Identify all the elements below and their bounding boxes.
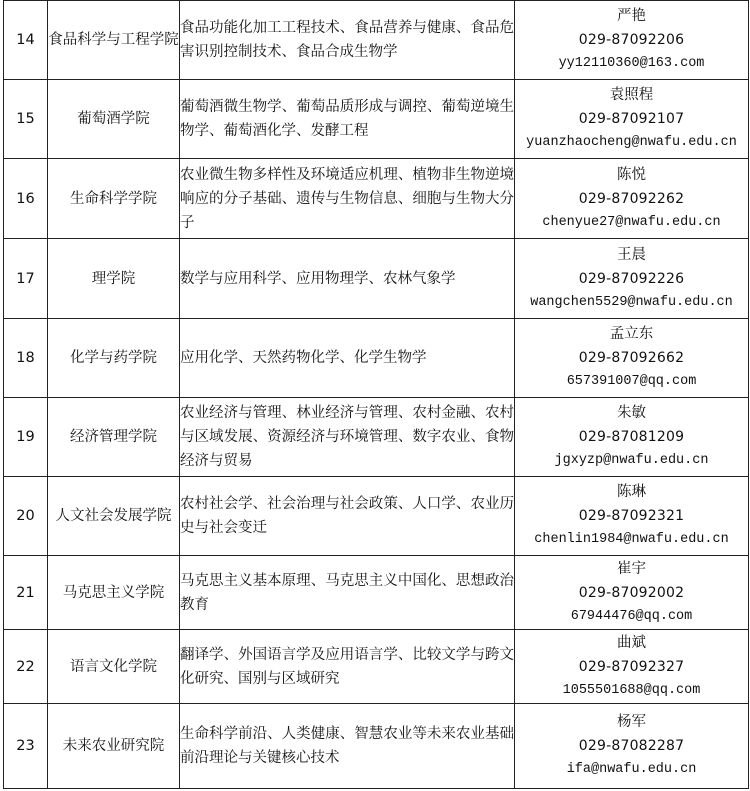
row-number: 14	[4, 1, 48, 80]
college-name: 人文社会发展学院	[48, 477, 180, 556]
college-name: 经济管理学院	[48, 398, 180, 477]
contact-email[interactable]: chenlin1984@nwafu.edu.cn	[534, 532, 729, 547]
contact-person: 崔宇	[617, 560, 646, 577]
research-fields: 翻译学、外国语言学及应用语言学、比较文学与跨文化研究、国别与区域研究	[180, 630, 515, 704]
research-fields: 数学与应用科学、应用物理学、农林气象学	[180, 239, 515, 319]
contact-cell	[515, 630, 749, 704]
row-number: 21	[4, 556, 48, 630]
row-number: 16	[4, 159, 48, 239]
college-name: 葡萄酒学院	[48, 80, 180, 159]
college-name: 化学与药学院	[48, 319, 180, 398]
contact-cell	[515, 1, 749, 80]
contact-email[interactable]: yy12110360@163.com	[558, 56, 705, 71]
research-fields: 农村社会学、社会治理与社会政策、人口学、农业历史与社会变迁	[180, 477, 515, 556]
research-fields: 生命科学前沿、人类健康、智慧农业等未来农业基础前沿理论与关键核心技术	[180, 704, 515, 789]
research-fields: 葡萄酒微生物学、葡萄品质形成与调控、葡萄逆境生物学、葡萄酒化学、发酵工程	[180, 80, 515, 159]
row-number: 17	[4, 239, 48, 319]
row-number: 19	[4, 398, 48, 477]
research-fields: 马克思主义基本原理、马克思主义中国化、思想政治教育	[180, 556, 515, 630]
contact-phone: 029-87082287	[578, 738, 685, 754]
table-row	[4, 239, 749, 319]
college-contact-table	[3, 0, 749, 789]
contact-email[interactable]: wangchen5529@nwafu.edu.cn	[530, 294, 733, 310]
table-row	[4, 477, 749, 556]
table-row	[4, 159, 749, 239]
college-name: 生命科学学院	[48, 159, 180, 239]
contact-cell	[515, 80, 749, 159]
contact-cell	[515, 704, 749, 789]
contact-phone: 029-87092107	[578, 111, 685, 127]
contact-phone: 029-87092002	[578, 584, 685, 601]
row-number: 18	[4, 319, 48, 398]
contact-person: 陈琳	[617, 484, 646, 500]
table-row	[4, 704, 749, 789]
contact-phone: 029-87092662	[578, 350, 685, 366]
row-number: 20	[4, 477, 48, 556]
contact-cell	[515, 556, 749, 630]
college-name: 食品科学与工程学院	[48, 1, 180, 80]
contact-phone: 029-87092321	[578, 508, 685, 524]
college-name: 语言文化学院	[48, 630, 180, 704]
contact-cell	[515, 398, 749, 477]
college-name: 理学院	[48, 239, 180, 319]
table-row	[4, 319, 749, 398]
row-number: 15	[4, 80, 48, 159]
contact-email[interactable]: 1055501688@qq.com	[562, 682, 701, 698]
contact-email[interactable]: 67944476@qq.com	[570, 608, 693, 624]
contact-cell	[515, 477, 749, 556]
contact-email[interactable]: jgxyzp@nwafu.edu.cn	[554, 453, 709, 468]
college-name: 马克思主义学院	[48, 556, 180, 630]
contact-cell	[515, 159, 749, 239]
contact-person: 王晨	[617, 246, 646, 263]
table-row	[4, 556, 749, 630]
research-fields: 应用化学、天然药物化学、化学生物学	[180, 319, 515, 398]
research-fields: 农业经济与管理、林业经济与管理、农村金融、农村与区域发展、资源经济与环境管理、数字农业、食物经济与贸易	[180, 398, 515, 477]
contact-person: 孟立东	[609, 326, 654, 342]
contact-person: 袁照程	[609, 87, 654, 103]
college-name: 未来农业研究院	[48, 704, 180, 789]
table-row	[4, 80, 749, 159]
contact-phone: 029-87092206	[578, 32, 685, 48]
contact-email[interactable]: chenyue27@nwafu.edu.cn	[542, 214, 721, 230]
contact-phone: 029-87092327	[578, 658, 685, 675]
research-fields: 食品功能化加工工程技术、食品营养与健康、食品危害识别控制技术、食品合成生物学	[180, 1, 515, 80]
contact-person: 陈悦	[617, 166, 646, 183]
table-row	[4, 398, 749, 477]
contact-email[interactable]: 657391007@qq.com	[566, 374, 697, 389]
contact-person: 朱敏	[617, 405, 646, 421]
contact-email[interactable]: ifa@nwafu.edu.cn	[566, 762, 697, 777]
contact-cell	[515, 239, 749, 319]
table-row	[4, 1, 749, 80]
contact-email[interactable]: yuanzhaocheng@nwafu.edu.cn	[526, 135, 737, 150]
contact-phone: 029-87092226	[578, 270, 685, 287]
table-row	[4, 630, 749, 704]
contact-person: 曲斌	[617, 634, 646, 651]
research-fields: 农业微生物多样性及环境适应机理、植物非生物逆境响应的分子基础、遗传与生物信息、细胞与生物大分子	[180, 159, 515, 239]
contact-phone: 029-87092262	[578, 190, 685, 207]
contact-person: 严艳	[617, 8, 646, 24]
contact-person: 杨军	[617, 714, 646, 730]
contact-phone: 029-87081209	[578, 429, 685, 445]
row-number: 23	[4, 704, 48, 789]
row-number: 22	[4, 630, 48, 704]
contact-cell	[515, 319, 749, 398]
